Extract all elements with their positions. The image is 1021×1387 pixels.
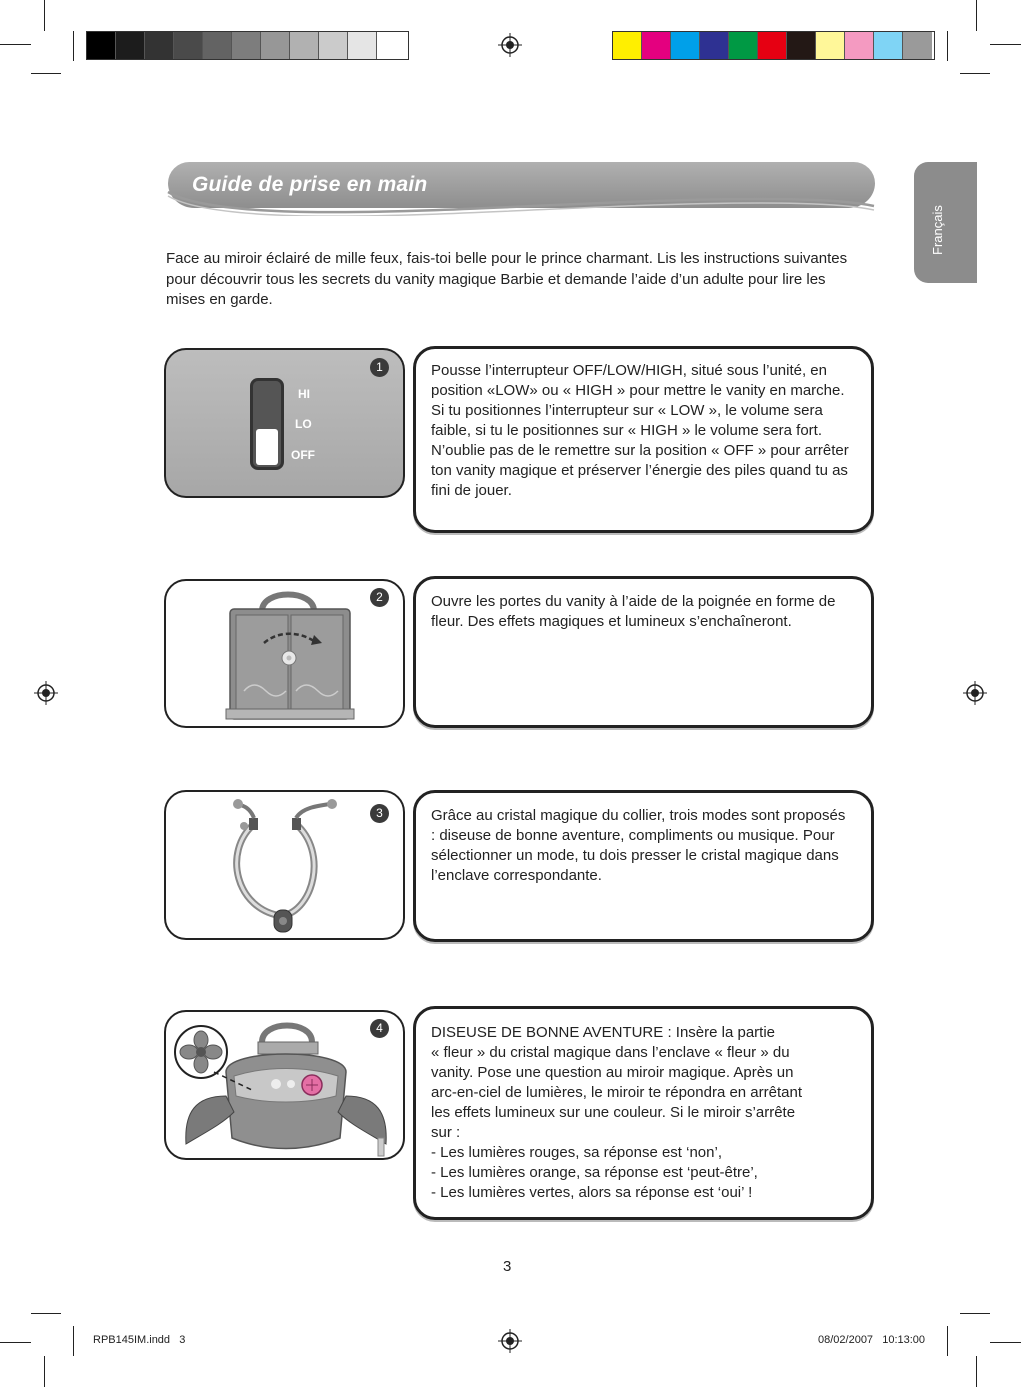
crop-mark: [976, 1356, 977, 1387]
color-swatch: [145, 32, 174, 59]
color-swatch: [290, 32, 319, 59]
switch-label-off: OFF: [291, 448, 315, 462]
registration-target-icon: [498, 33, 522, 57]
color-swatch: [319, 32, 348, 59]
registration-target-icon: [963, 681, 987, 705]
color-swatch: [816, 32, 845, 59]
crop-mark: [960, 73, 990, 74]
vanity-enclave-illustration: [166, 1012, 405, 1160]
step-number-badge: 2: [370, 588, 389, 607]
color-swatch: [613, 32, 642, 59]
step-1-illustration: [164, 348, 405, 498]
step-4-text-line: vanity. Pose une question au miroir magique. Après un: [431, 1064, 794, 1081]
crop-mark: [0, 1342, 31, 1343]
color-swatch: [700, 32, 729, 59]
step-number-badge: 4: [370, 1019, 389, 1038]
registration-target-icon: [498, 1329, 522, 1353]
crop-mark: [0, 44, 31, 45]
color-swatch: [758, 32, 787, 59]
crop-mark: [976, 0, 977, 31]
step-number-badge: 1: [370, 358, 389, 377]
step-2-illustration: [164, 579, 405, 728]
crop-mark: [73, 1326, 74, 1356]
step-4-text-line: sur :: [431, 1124, 461, 1141]
color-swatch: [874, 32, 903, 59]
step-3-illustration: [164, 790, 405, 940]
crop-mark: [44, 0, 45, 31]
crop-mark: [31, 1313, 61, 1314]
intro-paragraph: Face au miroir éclairé de mille feux, fais-toi belle pour le prince charmant. Lis les instructions suivantes pour découvrir tous les secrets du vanity magique Barbie et demande l’aide d’un adulte pour lire les mises en garde.: [166, 250, 848, 308]
color-swatch: [642, 32, 671, 59]
page-title: Guide de prise en main: [192, 173, 428, 196]
step-4-text-line: « fleur » du cristal magique dans l’enclave « fleur » du: [431, 1044, 790, 1061]
step-number-badge: 3: [370, 804, 389, 823]
footer-file-name: RPB145IM.indd 3: [93, 1334, 186, 1346]
step-4-text-line: DISEUSE DE BONNE AVENTURE : Insère la partie: [431, 1024, 775, 1041]
step-1-text: Pousse l’interrupteur OFF/LOW/HIGH, situé sous l’unité, en position «LOW» ou « HIGH » pour mettre le vanity en marche. Si tu positionnes l’interrupteur sur « LOW », le volume sera faible, si tu le positionnes sur « HIGH » le volume sera fort. N’oublie pas de le remettre sur la position « OFF » pour arrêter ton vanity magique et préserver l’énergie des piles quand tu as fini de jouer.: [431, 362, 849, 499]
step-2-text: Ouvre les portes du vanity à l’aide de la poignée en forme de fleur. Des effets magiques et lumineux s’enchaîneront.: [431, 593, 836, 630]
switch-label-lo: LO: [295, 417, 312, 431]
color-swatch: [348, 32, 377, 59]
color-swatch: [377, 32, 406, 59]
color-swatch: [174, 32, 203, 59]
power-switch-illustration: [250, 378, 284, 470]
color-swatch: [261, 32, 290, 59]
crop-mark: [960, 1313, 990, 1314]
crop-mark: [990, 44, 1021, 45]
step-4-text-line: arc-en-ciel de lumières, le miroir te répondra en arrêtant: [431, 1084, 802, 1101]
grayscale-calibration-bar: [86, 31, 409, 60]
step-4-illustration: [164, 1010, 405, 1160]
switch-slider: [256, 429, 278, 465]
crop-mark: [44, 1356, 45, 1387]
color-swatch: [203, 32, 232, 59]
registration-target-icon: [34, 681, 58, 705]
crop-mark: [947, 31, 948, 61]
color-swatch: [787, 32, 816, 59]
language-tab-label: Français: [930, 205, 945, 255]
color-calibration-bar: [612, 31, 935, 60]
step-4-text-line: les effets lumineux sur une couleur. Si le miroir s’arrête: [431, 1104, 796, 1121]
step-4-text-line: - Les lumières rouges, sa réponse est ‘non’,: [431, 1144, 722, 1161]
step-4-text-line: - Les lumières orange, sa réponse est ‘peut-être’,: [431, 1164, 758, 1181]
vanity-case-illustration: [166, 581, 405, 728]
page-number: 3: [503, 1258, 512, 1275]
color-swatch: [87, 32, 116, 59]
crop-mark: [990, 1342, 1021, 1343]
step-4-text: [431, 1023, 861, 1203]
color-swatch: [845, 32, 874, 59]
step-3-text: Grâce au cristal magique du collier, trois modes sont proposés : diseuse de bonne aventure, compliments ou musique. Pour sélectionner un mode, tu dois presser le cristal magique dans l’enclave correspondante.: [431, 807, 846, 884]
crop-mark: [31, 73, 61, 74]
crop-mark: [947, 1326, 948, 1356]
step-4-text-line: - Les lumières vertes, alors sa réponse est ‘oui’ !: [431, 1184, 753, 1201]
crop-mark: [73, 31, 74, 61]
color-swatch: [232, 32, 261, 59]
footer-datetime: 08/02/2007 10:13:00: [818, 1334, 926, 1346]
switch-label-hi: HI: [298, 387, 310, 401]
color-swatch: [729, 32, 758, 59]
color-swatch: [903, 32, 932, 59]
color-swatch: [671, 32, 700, 59]
language-tab: [914, 162, 977, 283]
color-swatch: [116, 32, 145, 59]
